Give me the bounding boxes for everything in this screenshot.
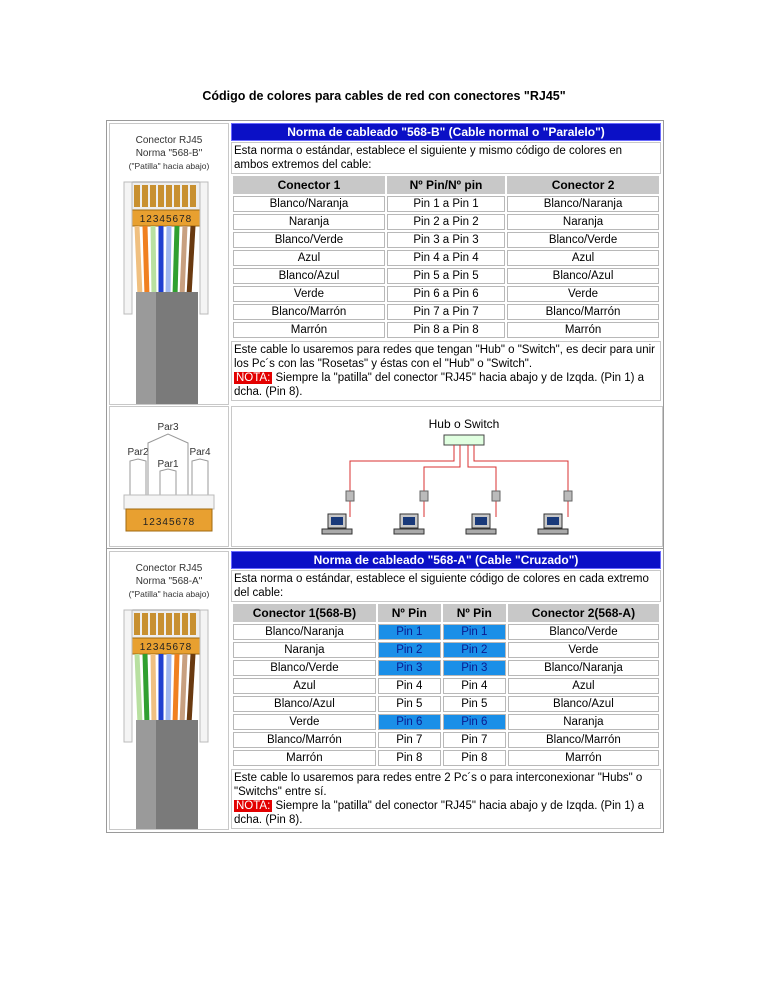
- pair1-label: Par1: [157, 459, 179, 470]
- header-conector2: Conector 2: [507, 176, 659, 194]
- table-568b: [231, 174, 661, 340]
- table-cell: Blanco/Verde: [233, 232, 385, 248]
- table-cell: Azul: [507, 250, 659, 266]
- table-cell: Blanco/Verde: [507, 232, 659, 248]
- table-cell: Blanco/Naranja: [233, 196, 385, 212]
- table-cell: Blanco/Naranja: [507, 196, 659, 212]
- table-568a-area: [231, 551, 661, 829]
- hub-label: Hub o Switch: [428, 417, 500, 431]
- table-cell: Pin 5 a Pin 5: [387, 268, 505, 284]
- pairs-diagram: [109, 406, 229, 547]
- pair4-label: Par4: [189, 447, 211, 458]
- usage-568b: [231, 341, 661, 401]
- table-568b-area: [231, 123, 661, 401]
- table-cell: Azul: [233, 678, 376, 694]
- table-cell: Verde: [233, 714, 376, 730]
- table-cell: Azul: [508, 678, 659, 694]
- table-cell: Pin 2 a Pin 2: [387, 214, 505, 230]
- table-cell: Pin 3: [378, 660, 441, 676]
- table-row: [233, 268, 659, 284]
- banner-568b: Norma de cableado "568-B" (Cable normal o "Paralelo"): [231, 123, 661, 141]
- rj45-connector-568a-icon: [110, 552, 228, 829]
- table-cell: Naranja: [507, 214, 659, 230]
- connector-568b-image: [109, 123, 229, 405]
- intro-568a: Esta norma o estándar, establece el siguiente código de colores en cada extremo del cable:: [231, 570, 661, 602]
- table-cell: Blanco/Naranja: [233, 624, 376, 640]
- header-pin-2: Nº Pin: [443, 604, 506, 622]
- table-cell: Pin 8: [378, 750, 441, 766]
- table-row: [233, 214, 659, 230]
- note-text-a: Siempre la "patilla" del conector "RJ45" hacia abajo y de Izqda. (Pin 1) a dcha. (Pin 8).: [234, 800, 645, 826]
- table-cell: Blanco/Marrón: [507, 304, 659, 320]
- table-cell: Blanco/Naranja: [508, 660, 659, 676]
- table-row: [233, 696, 659, 712]
- connector-a-label-line2: Norma "568-A": [135, 576, 203, 587]
- table-row: [233, 642, 659, 658]
- connector-label-line1: Conector RJ45: [135, 135, 203, 146]
- hub-network-icon: [232, 407, 662, 546]
- table-cell: Pin 6 a Pin 6: [387, 286, 505, 302]
- section-568b: [106, 120, 664, 549]
- table-row: [233, 660, 659, 676]
- section-568a: [106, 548, 664, 833]
- table-cell: Pin 5: [443, 696, 506, 712]
- table-row: [233, 232, 659, 248]
- wire-pairs-icon: [110, 407, 228, 546]
- table-cell: Pin 8 a Pin 8: [387, 322, 505, 338]
- connector-a-label-line3: ("Patilla" hacia abajo): [128, 589, 210, 599]
- table-row: [233, 750, 659, 766]
- table-cell: Marrón: [233, 750, 376, 766]
- table-cell: Pin 8: [443, 750, 506, 766]
- page-title: Código de colores para cables de red con conectores "RJ45": [202, 89, 566, 103]
- header-conector1-b: Conector 1(568-B): [233, 604, 376, 622]
- table-cell: Pin 1: [443, 624, 506, 640]
- table-cell: Pin 2: [378, 642, 441, 658]
- table-cell: Pin 7 a Pin 7: [387, 304, 505, 320]
- table-cell: Naranja: [233, 214, 385, 230]
- table-cell: Pin 1 a Pin 1: [387, 196, 505, 212]
- table-row: [233, 624, 659, 640]
- pair2-label: Par2: [127, 447, 149, 458]
- banner-568a: Norma de cableado "568-A" (Cable "Cruzado"): [231, 551, 661, 569]
- header-pin-1: Nº Pin: [378, 604, 441, 622]
- table-cell: Azul: [233, 250, 385, 266]
- table-568a: [231, 602, 661, 768]
- connector-a-label-line1: Conector RJ45: [135, 563, 203, 574]
- connector-label-line3: ("Patilla" hacia abajo): [128, 161, 210, 171]
- table-row: [233, 250, 659, 266]
- rj45-connector-568b-icon: [110, 124, 228, 404]
- table-cell: Pin 6: [443, 714, 506, 730]
- table-cell: Naranja: [508, 714, 659, 730]
- table-cell: Blanco/Verde: [508, 624, 659, 640]
- pin-numbers-a: 12345678: [139, 642, 193, 653]
- table-cell: Pin 5: [378, 696, 441, 712]
- connector-568a-image: [109, 551, 229, 830]
- table-cell: Pin 7: [378, 732, 441, 748]
- table-cell: Blanco/Marrón: [233, 732, 376, 748]
- usage-568a: [231, 769, 661, 829]
- table-cell: Pin 2: [443, 642, 506, 658]
- table-row: [233, 196, 659, 212]
- table-row: [233, 322, 659, 338]
- table-cell: Marrón: [233, 322, 385, 338]
- table-cell: Marrón: [507, 322, 659, 338]
- table-row: [233, 678, 659, 694]
- table-cell: Pin 4: [443, 678, 506, 694]
- usage-text: Este cable lo usaremos para redes que tengan "Hub" o "Switch", es decir para unir los Pc´s con las "Rosetas" y éstas con el "Hub" o "Switch".: [234, 344, 655, 370]
- table-cell: Pin 3 a Pin 3: [387, 232, 505, 248]
- intro-568b: Esta norma o estándar, establece el siguiente y mismo código de colores en ambos extremos del cable:: [231, 142, 661, 174]
- table-cell: Pin 7: [443, 732, 506, 748]
- table-cell: Blanco/Verde: [233, 660, 376, 676]
- table-cell: Blanco/Azul: [507, 268, 659, 284]
- note-text: Siempre la "patilla" del conector "RJ45" hacia abajo y de Izqda. (Pin 1) a dcha. (Pin 8).: [234, 372, 645, 398]
- table-cell: Blanco/Marrón: [508, 732, 659, 748]
- table-row: [233, 304, 659, 320]
- table-cell: Pin 1: [378, 624, 441, 640]
- table-row: [233, 286, 659, 302]
- table-cell: Blanco/Azul: [508, 696, 659, 712]
- network-diagram: [231, 406, 663, 547]
- header-conector1: Conector 1: [233, 176, 385, 194]
- table-cell: Blanco/Marrón: [233, 304, 385, 320]
- table-cell: Pin 3: [443, 660, 506, 676]
- table-row: [233, 714, 659, 730]
- connector-label-line2: Norma "568-B": [135, 148, 203, 159]
- header-conector2-a: Conector 2(568-A): [508, 604, 659, 622]
- pin-numbers: 12345678: [139, 214, 193, 225]
- table-cell: Pin 6: [378, 714, 441, 730]
- table-cell: Pin 4: [378, 678, 441, 694]
- pc-icon: [322, 514, 568, 534]
- usage-text-a: Este cable lo usaremos para redes entre 2 Pc´s o para interconexionar "Hubs" o "Switchs" entre sí.: [234, 772, 643, 798]
- table-cell: Blanco/Azul: [233, 696, 376, 712]
- header-pin: Nº Pin/Nº pin: [387, 176, 505, 194]
- table-cell: Marrón: [508, 750, 659, 766]
- note-tag-a: NOTA:: [236, 800, 271, 812]
- table-cell: Naranja: [233, 642, 376, 658]
- table-row: [233, 732, 659, 748]
- table-cell: Blanco/Azul: [233, 268, 385, 284]
- note-tag: NOTA:: [236, 372, 271, 384]
- table-cell: Pin 4 a Pin 4: [387, 250, 505, 266]
- table-cell: Verde: [233, 286, 385, 302]
- pair3-label: Par3: [157, 422, 179, 433]
- table-cell: Verde: [507, 286, 659, 302]
- pairs-pin-numbers: 12345678: [142, 517, 196, 528]
- table-cell: Verde: [508, 642, 659, 658]
